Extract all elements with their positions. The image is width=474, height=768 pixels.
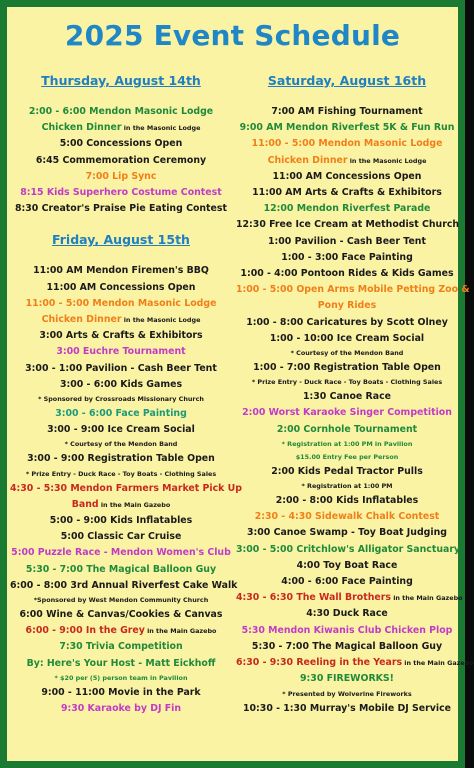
event-text: 7:00 Lip Sync — [85, 170, 157, 182]
column-left — [10, 72, 242, 717]
event-text: Pony Rides — [317, 300, 377, 312]
event-row — [10, 296, 232, 312]
event-text: 5:00 - 9:00 Kids Inflatables — [49, 515, 193, 527]
event-row — [236, 405, 458, 421]
event-row — [236, 217, 458, 233]
event-row — [236, 282, 470, 298]
event-text: 7:30 Trivia Competition — [59, 641, 183, 653]
event-text: 3:00 - 1:00 Pavilion - Cash Beer Tent — [25, 362, 217, 374]
event-text: 5:00 Puzzle Race - Mendon Women's Club — [11, 547, 231, 559]
event-row — [236, 509, 458, 525]
event-row — [236, 623, 458, 639]
event-note: $15.00 Entry Fee per Person — [295, 452, 399, 461]
event-text: 3:00 Euchre Tournament — [56, 346, 186, 358]
event-row — [236, 701, 458, 717]
event-text: 11:00 AM Arts & Crafts & Exhibitors — [252, 187, 442, 199]
event-row — [236, 389, 458, 405]
event-text: 11:00 AM Concessions Open — [46, 281, 196, 293]
event-text: 11:00 AM Concessions Open — [272, 170, 422, 182]
event-row — [236, 655, 474, 671]
event-row — [236, 201, 458, 217]
event-location: in the Masonic Lodge — [121, 124, 201, 133]
event-text: 5:00 Concessions Open — [59, 138, 183, 150]
event-note: * Presented by Wolverine Fireworks — [282, 689, 412, 698]
event-row — [236, 671, 458, 687]
event-note: * Sponsored by Crossroads Missionary Church — [38, 395, 204, 404]
day-heading: Friday, August 15th — [52, 232, 190, 248]
event-row — [236, 153, 458, 169]
event-row — [10, 545, 232, 561]
event-text: 9:30 FIREWORKS! — [300, 673, 394, 685]
event-text: Chicken Dinner — [41, 314, 122, 326]
event-location: in the Main Gazebo — [98, 500, 171, 509]
event-text: 7:00 AM Fishing Tournament — [271, 106, 423, 117]
event-text: 5:30 Mendon Kiwanis Club Chicken Plop — [241, 624, 453, 636]
event-row — [10, 280, 232, 296]
event-text: 4:00 - 6:00 Face Painting — [281, 576, 413, 588]
event-row — [236, 104, 458, 120]
event-text: 11:00 - 5:00 Mendon Masonic Lodge — [251, 138, 443, 150]
event-row — [10, 169, 232, 185]
event-text: 1:00 - 5:00 Open Arms Mobile Petting Zoo & — [236, 284, 470, 296]
event-text: 8:15 Kids Superhero Costume Contest — [20, 187, 222, 199]
event-text: 9:30 Karaoke by DJ Fin — [60, 703, 182, 715]
event-text: 1:00 - 10:00 Ice Cream Social — [269, 332, 425, 344]
event-text: 5:00 Classic Car Cruise — [60, 531, 182, 543]
event-text: 3:00 Arts & Crafts & Exhibitors — [39, 330, 203, 342]
event-text: 6:00 Wine & Canvas/Cookies & Canvas — [19, 609, 223, 621]
page-title: 2025 Event Schedule — [64, 19, 401, 52]
event-row — [236, 298, 458, 314]
column-right — [236, 72, 474, 717]
event-note: * Courtesy of the Mendon Band — [64, 440, 178, 449]
day-heading: Thursday, August 14th — [41, 73, 201, 88]
event-text: 1:00 - 3:00 Face Painting — [281, 251, 413, 263]
event-location: in the Masonic Lodge — [347, 156, 427, 165]
event-row — [236, 331, 458, 347]
event-text: Chicken Dinner — [267, 154, 348, 166]
event-text: 2:00 - 8:00 Kids Inflatables — [275, 495, 419, 507]
event-row — [10, 623, 232, 639]
event-row — [10, 451, 232, 467]
event-row — [10, 312, 232, 328]
event-text: 12:00 Mendon Riverfest Parade — [263, 203, 431, 215]
event-row — [236, 360, 458, 376]
event-text: 9:00 AM Mendon Riverfest 5K & Fun Run — [239, 122, 455, 134]
event-row — [10, 685, 232, 701]
event-row — [10, 328, 232, 344]
event-row — [10, 136, 232, 152]
event-note: *Sponsored by West Mendon Community Church — [33, 596, 209, 605]
event-row — [236, 493, 458, 509]
spacer — [10, 90, 232, 104]
event-text: 4:30 - 6:30 The Wall Brothers — [236, 592, 391, 604]
event-text: 4:30 - 5:30 Mendon Farmers Market Pick Up — [10, 482, 242, 494]
event-row — [236, 525, 458, 541]
event-row — [236, 250, 458, 266]
spacer — [10, 217, 232, 231]
event-row — [236, 266, 458, 282]
event-note: * Registration at 1:00 PM — [301, 482, 393, 491]
event-row — [10, 201, 232, 217]
event-row — [236, 120, 458, 136]
event-row — [236, 574, 458, 590]
event-text: 5:30 - 7:00 The Magical Balloon Guy — [251, 640, 443, 652]
event-text: 2:00 Worst Karaoke Singer Competition — [242, 407, 452, 419]
event-row — [10, 104, 232, 120]
event-text: 6:00 - 8:00 3rd Annual Riverfest Cake Walk — [10, 579, 238, 591]
event-text: 6:45 Commemoration Ceremony — [35, 154, 207, 166]
event-note: * Prize Entry - Duck Race - Toy Boats - Clothing Sales — [251, 378, 443, 387]
event-text: 2:00 - 6:00 Mendon Masonic Lodge — [28, 106, 214, 117]
event-row — [10, 361, 232, 377]
event-row — [236, 185, 458, 201]
event-text: 2:00 Cornhole Tournament — [276, 423, 418, 435]
event-text: 1:00 Pavilion - Cash Beer Tent — [268, 235, 426, 247]
event-text: 4:30 Duck Race — [306, 608, 388, 620]
event-row — [10, 377, 232, 393]
event-row — [236, 542, 461, 558]
event-text: 4:00 Toy Boat Race — [296, 559, 398, 571]
event-row — [236, 558, 458, 574]
event-location: in the Masonic Lodge — [121, 316, 201, 325]
event-text: 6:30 - 9:30 Reeling in the Years — [236, 657, 403, 669]
event-row — [10, 607, 232, 623]
event-text: 3:00 Canoe Swamp - Toy Boat Judging — [247, 527, 447, 539]
event-row — [10, 578, 238, 594]
event-note: * Registration at 1:00 PM in Pavilion — [281, 439, 413, 448]
event-text: 5:30 - 7:00 The Magical Balloon Guy — [25, 563, 217, 575]
event-row — [10, 639, 232, 655]
spacer — [236, 90, 458, 104]
event-row — [10, 481, 242, 497]
event-row — [10, 263, 232, 279]
event-note: * Courtesy of the Mendon Band — [290, 349, 404, 358]
event-row — [236, 234, 458, 250]
event-text: 3:00 - 6:00 Kids Games — [59, 378, 183, 390]
event-text: Chicken Dinner — [41, 122, 122, 134]
event-text: 11:00 - 5:00 Mendon Masonic Lodge — [25, 297, 217, 309]
event-note: * Prize Entry - Duck Race - Toy Boats - Clothing Sales — [25, 469, 217, 478]
event-note: * $20 per (5) person team in Pavilion — [54, 673, 188, 682]
event-row — [10, 497, 232, 513]
event-text: By: Here's Your Host - Matt Eickhoff — [26, 657, 216, 669]
event-text: 3:00 - 9:00 Ice Cream Social — [47, 424, 195, 436]
event-row — [236, 639, 458, 655]
event-text: 1:00 - 7:00 Registration Table Open — [253, 362, 441, 374]
event-row — [10, 344, 232, 360]
event-text: 11:00 AM Mendon Firemen's BBQ — [33, 265, 209, 277]
event-row — [236, 422, 458, 438]
event-row — [10, 406, 232, 422]
event-row — [10, 120, 232, 136]
event-text: 1:00 - 8:00 Caricatures by Scott Olney — [246, 316, 448, 328]
event-row — [236, 606, 458, 622]
event-text: 3:00 - 6:00 Face Painting — [55, 408, 187, 420]
event-row — [236, 590, 463, 606]
event-text: 1:30 Canoe Race — [303, 391, 391, 403]
event-text: 2:00 Kids Pedal Tractor Pulls — [271, 465, 423, 477]
event-text: 8:30 Creator's Praise Pie Eating Contest — [15, 203, 227, 215]
event-row — [10, 656, 232, 672]
event-location: in the Main Gazebo — [390, 594, 463, 603]
event-text: 3:00 - 9:00 Registration Table Open — [27, 453, 215, 465]
event-text: 12:30 Free Ice Cream at Methodist Church — [236, 219, 460, 231]
event-row — [10, 153, 232, 169]
event-text: 3:00 - 5:00 Critchlow's Alligator Sanctuary — [236, 543, 461, 555]
event-row — [10, 185, 232, 201]
event-row — [236, 136, 458, 152]
event-row — [236, 169, 458, 185]
event-text: 10:30 - 1:30 Murray's Mobile DJ Service — [243, 702, 451, 714]
event-row — [10, 513, 232, 529]
event-text: Band — [71, 498, 99, 510]
event-row — [236, 315, 458, 331]
event-text: 6:00 - 9:00 In the Grey — [25, 625, 145, 637]
day-heading: Saturday, August 16th — [267, 73, 427, 88]
event-row — [10, 529, 232, 545]
event-row — [10, 701, 232, 717]
event-row — [10, 422, 232, 438]
event-text: 1:00 - 4:00 Pontoon Rides & Kids Games — [240, 268, 454, 280]
spacer — [10, 249, 232, 263]
event-row — [236, 464, 458, 480]
event-location: in the Main Gazebo — [402, 659, 474, 668]
event-row — [10, 562, 232, 578]
event-text: 2:30 - 4:30 Sidewalk Chalk Contest — [254, 511, 440, 523]
event-location: in the Main Gazebo — [144, 627, 217, 636]
event-text: 9:00 - 11:00 Movie in the Park — [41, 686, 201, 698]
